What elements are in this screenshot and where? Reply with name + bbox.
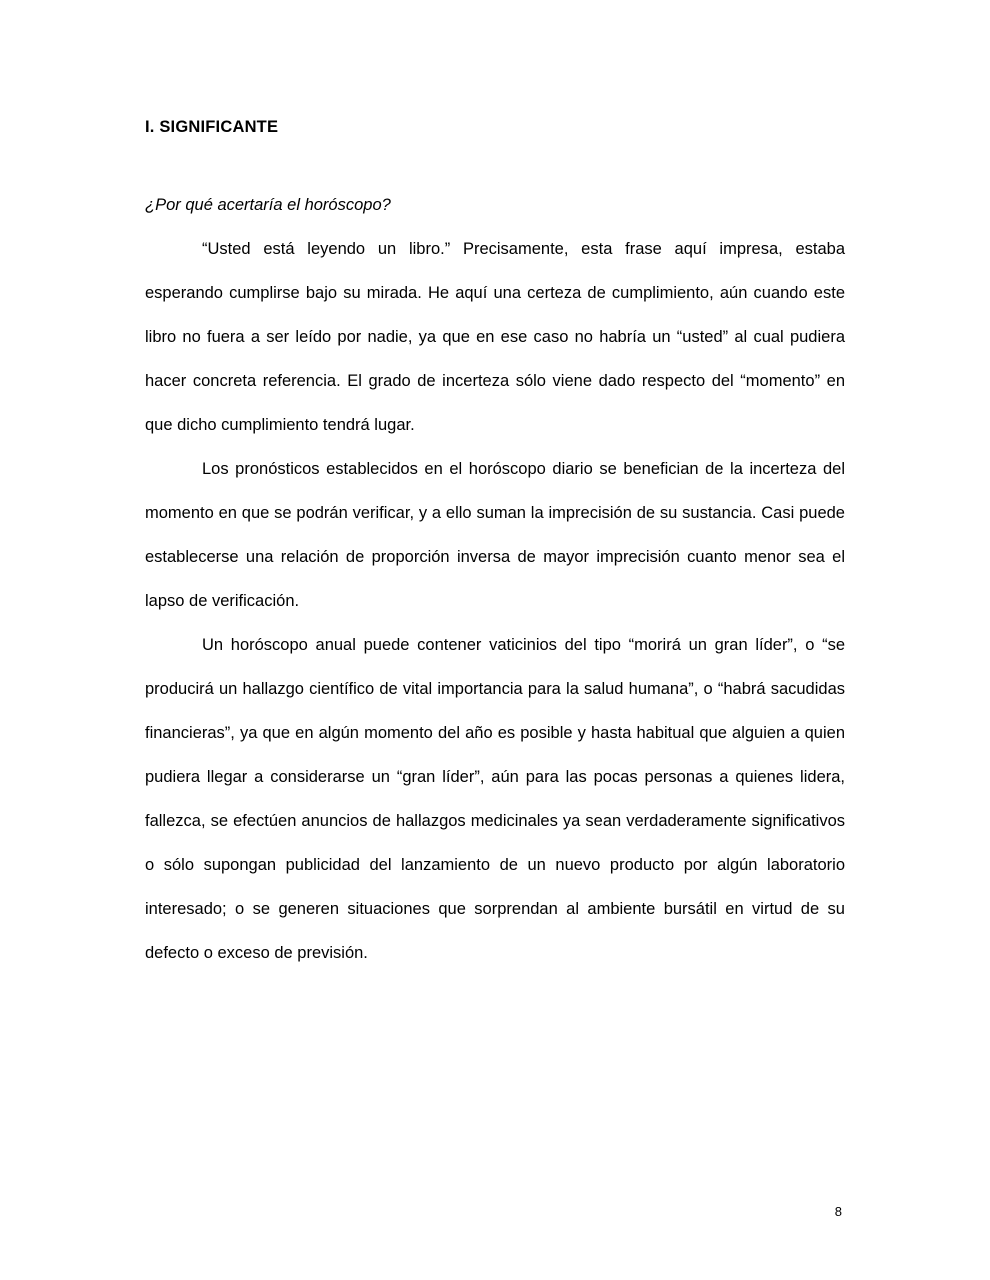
paragraph-1: “Usted está leyendo un libro.” Precisamente, esta frase aquí impresa, estaba esperando cumplirse bajo su mirada. He aquí una certeza de cumplimiento, aún cuando este libro no fuera a ser leído por nadie, ya que en ese caso no habría un “usted” al cual pudiera hacer concreta referencia. El grado de incerteza sólo viene dado respecto del “momento” en que dicho cumplimiento tendrá lugar.: [145, 240, 845, 434]
section-heading: I. SIGNIFICANTE: [145, 118, 279, 136]
page-number: 8: [834, 1204, 842, 1219]
subtitle: ¿Por qué acertaría el horóscopo?: [145, 196, 391, 214]
paragraph-3: Un horóscopo anual puede contener vaticinios del tipo “morirá un gran líder”, o “se producirá un hallazgo científico de vital importancia para la salud humana”, o “habrá sacudidas financieras”, ya que en algún momento del año es posible y hasta habitual que alguien a quien pudiera llegar a considerarse un “gran líder”, aún para las pocas personas a quienes lidera, fallezca, se efectúen anuncios de hallazgos medicinales ya sean verdaderamente significativos o sólo supongan publicidad del lanzamiento de un nuevo producto por algún laboratorio interesado; o se generen situaciones que sorprendan al ambiente bursátil en virtud de su defecto o exceso de previsión.: [145, 636, 845, 962]
body-text: [145, 227, 845, 975]
paragraph-2: Los pronósticos establecidos en el horóscopo diario se benefician de la incerteza del momento en que se podrán verificar, y a ello suman la imprecisión de su sustancia. Casi puede establecerse una relación de proporción inversa de mayor imprecisión cuanto menor sea el lapso de verificación.: [145, 460, 845, 610]
text-column: [145, 118, 845, 975]
